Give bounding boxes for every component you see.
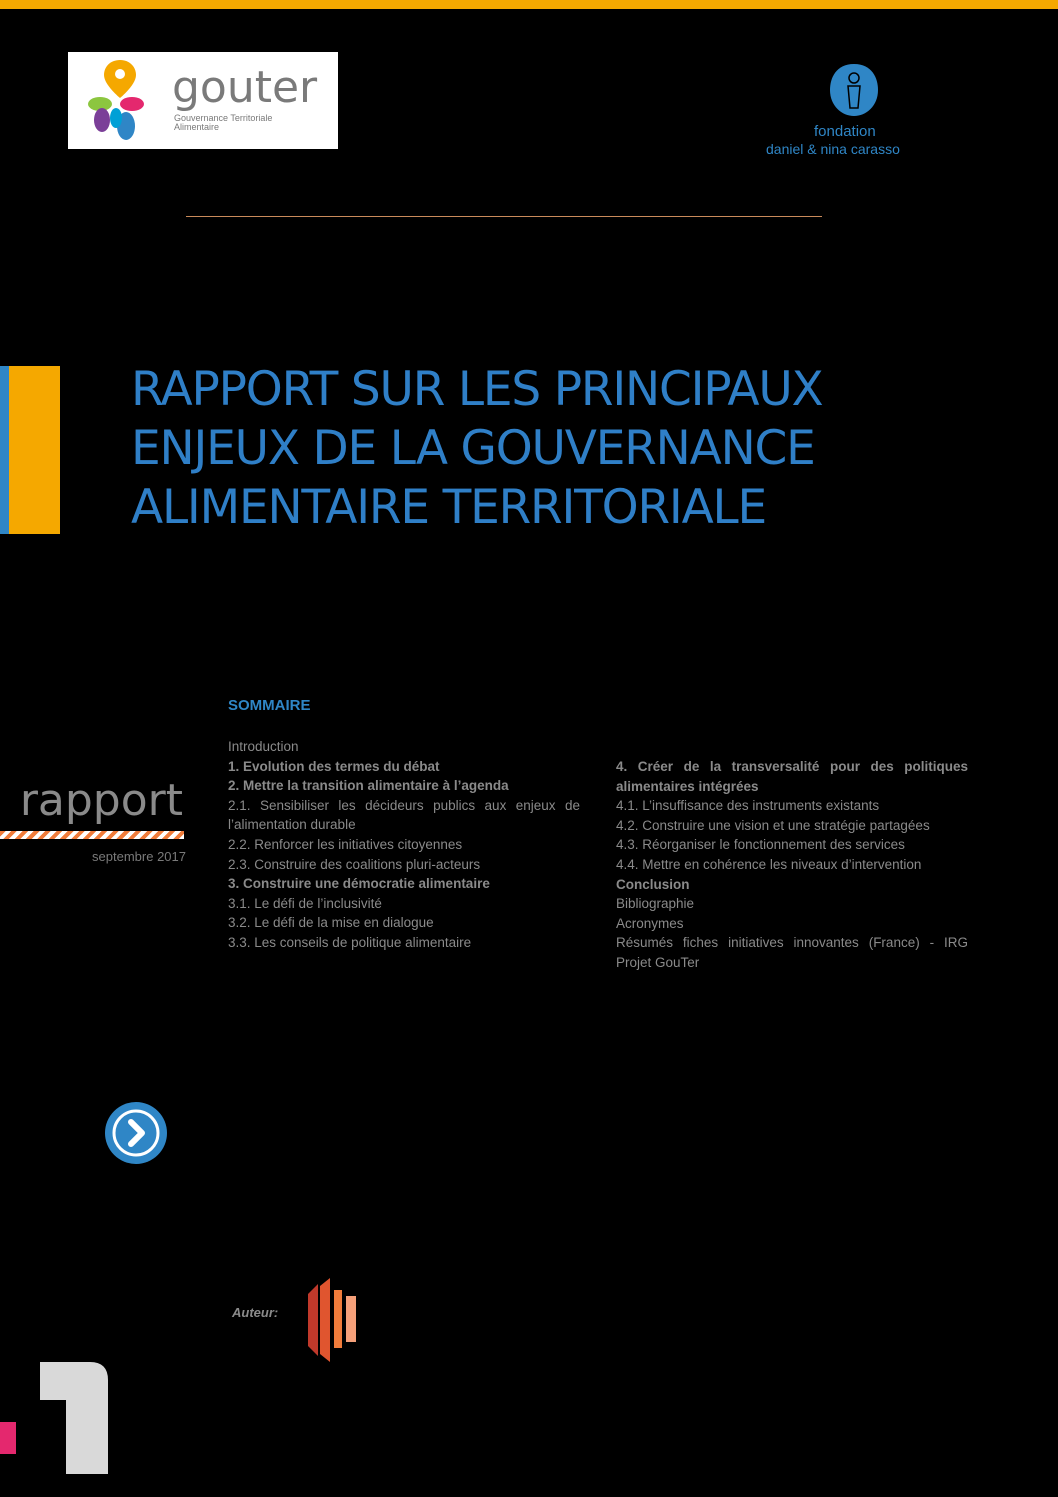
- toc-item[interactable]: 2.1. Sensibiliser les décideurs publics aux enjeux de l’alimentation durable: [228, 797, 580, 833]
- irg-logo-icon: [306, 1276, 358, 1364]
- toc-item[interactable]: 4. Créer de la transversalité pour des politiques alimentaires intégrées: [616, 759, 968, 794]
- document-title: [131, 360, 1031, 537]
- toc-item[interactable]: 3.1. Le défi de l’inclusivité: [228, 895, 382, 911]
- gouter-subtitle-line2: Alimentaire: [174, 122, 220, 132]
- gouter-wordmark: gouter: [172, 62, 318, 113]
- fondation-emblem-icon: [828, 62, 880, 118]
- bottom-bar: [0, 1474, 1058, 1497]
- toc-item[interactable]: 4.4. Mettre en cohérence les niveaux d’intervention: [616, 856, 922, 872]
- toc-item[interactable]: Bibliographie: [616, 896, 695, 912]
- author-label: Auteur:: [232, 1305, 279, 1320]
- document-type-word: rapport: [19, 775, 183, 826]
- pink-page-marker: [0, 1422, 16, 1454]
- title-line: RAPPORT SUR LES PRINCIPAUX: [131, 362, 823, 417]
- toc-item[interactable]: 4.2. Construire une vision et une stratégie partagées: [616, 817, 930, 833]
- toc-item[interactable]: Acronymes: [616, 915, 684, 931]
- gouter-subtitle-line1: Gouvernance Territoriale: [174, 113, 273, 123]
- toc-right-column: [616, 757, 968, 973]
- page-number: [40, 1362, 108, 1474]
- fondation-name-line1: fondation: [814, 123, 876, 140]
- toc-item[interactable]: Introduction: [228, 739, 299, 754]
- sommaire-heading: SOMMAIRE: [228, 697, 311, 714]
- toc-item[interactable]: 2.3. Construire des coalitions pluri-acteurs: [228, 856, 481, 872]
- fondation-name-line2: daniel & nina carasso: [766, 141, 900, 157]
- publication-date: septembre 2017: [92, 849, 186, 864]
- toc-item[interactable]: 4.3. Réorganiser le fonctionnement des services: [616, 837, 905, 853]
- toc-item[interactable]: Conclusion: [616, 876, 690, 892]
- toc-item[interactable]: 2.2. Renforcer les initiatives citoyennes: [228, 836, 463, 852]
- gouter-flower-icon: [70, 52, 150, 149]
- toc-item[interactable]: 3.2. Le défi de la mise en dialogue: [228, 915, 434, 931]
- chevron-right-icon: [105, 1102, 167, 1164]
- fondation-logo: [760, 60, 950, 160]
- toc-left-column: [228, 737, 580, 953]
- striped-underline: [0, 831, 184, 839]
- toc-item[interactable]: 4.1. L’insuffisance des instruments existants: [616, 798, 880, 814]
- title-accent-blue: [0, 366, 9, 534]
- irg-logo: [306, 1276, 358, 1364]
- header-divider: [186, 216, 822, 217]
- page-number-value: [40, 1362, 41, 1363]
- toc-item[interactable]: 3. Construire une démocratie alimentaire: [228, 876, 490, 892]
- title-accent-orange: [9, 366, 60, 534]
- toc-item[interactable]: 3.3. Les conseils de politique alimentaire: [228, 934, 472, 950]
- title-line: ALIMENTAIRE TERRITORIALE: [131, 480, 767, 535]
- toc-item[interactable]: 2. Mettre la transition alimentaire à l’agenda: [228, 778, 509, 794]
- toc-item[interactable]: Résumés fiches initiatives innovantes (France) - IRG Projet GouTer: [616, 935, 968, 970]
- next-page-button[interactable]: [105, 1102, 167, 1164]
- toc-item[interactable]: 1. Evolution des termes du débat: [228, 758, 440, 774]
- gouter-logo: [68, 52, 338, 149]
- top-accent-bar: [0, 0, 1058, 9]
- title-line: ENJEUX DE LA GOUVERNANCE: [131, 421, 815, 476]
